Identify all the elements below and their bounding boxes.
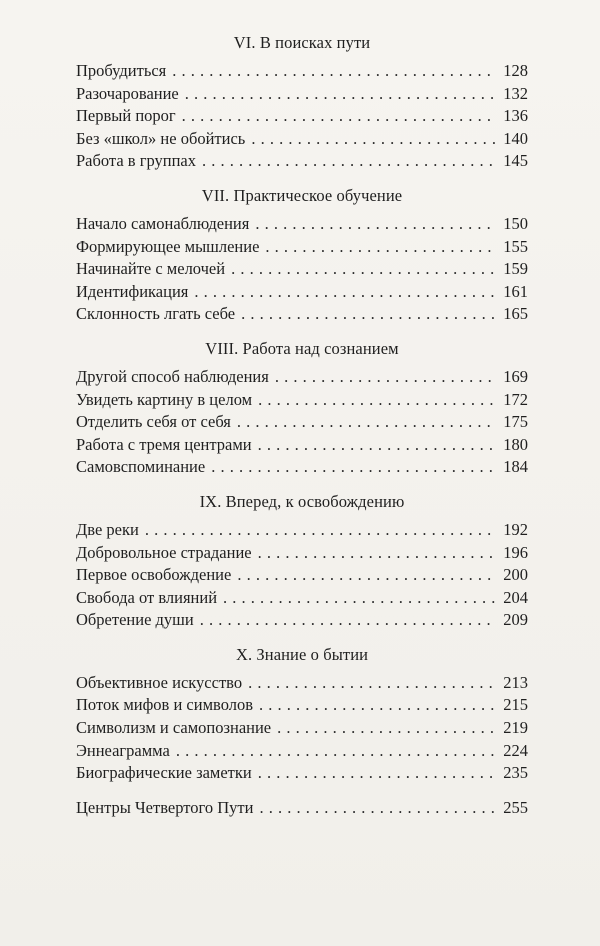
toc-entry <box>76 717 528 740</box>
section-title: VIII. Работа над сознанием <box>205 338 399 358</box>
leader-dots <box>258 542 496 565</box>
leader-dots <box>182 105 496 128</box>
toc-entry <box>76 672 528 695</box>
leader-dots <box>275 366 496 389</box>
section-title: IX. Вперед, к освобождению <box>199 491 405 511</box>
entry-label: Добровольное страдание <box>76 542 252 562</box>
toc-entry <box>76 609 528 632</box>
toc-entry <box>76 303 528 326</box>
entry-page-number: 140 <box>503 128 528 148</box>
entry-label: Первое освобождение <box>76 565 232 585</box>
leader-dots <box>248 672 496 695</box>
entry-page-number: 180 <box>503 434 528 454</box>
entry-label: Обретение души <box>76 610 194 630</box>
entry-label: Поток мифов и символов <box>76 695 253 715</box>
entry-label: Самовспоминание <box>76 457 206 477</box>
toc-entry <box>76 694 528 717</box>
leader-dots <box>258 434 496 457</box>
entry-page-number: 219 <box>503 718 528 738</box>
toc-entry <box>76 150 528 173</box>
leader-dots <box>241 303 496 326</box>
entry-page-number: 128 <box>503 61 528 80</box>
leader-dots <box>172 60 496 83</box>
toc-section-x <box>76 644 528 785</box>
entry-page-number: 204 <box>503 587 528 607</box>
entry-label: Две реки <box>76 519 139 539</box>
entry-page-number: 215 <box>503 695 528 715</box>
toc-entry <box>76 456 528 479</box>
leader-dots <box>258 762 496 785</box>
leader-dots <box>237 564 496 587</box>
entry-page-number: 132 <box>503 83 528 103</box>
entry-page-number: 136 <box>503 106 528 126</box>
toc-entry <box>76 281 528 304</box>
entry-label: Другой способ наблюдения <box>76 366 269 386</box>
entry-label: Отделить себя от себя <box>76 412 231 432</box>
toc-section-viii <box>76 338 528 479</box>
toc-entry <box>76 587 528 610</box>
entry-page-number: 192 <box>503 519 528 539</box>
entry-page-number: 159 <box>503 259 528 279</box>
section-title: VI. В поисках пути <box>233 33 371 52</box>
entry-page-number: 196 <box>503 542 528 562</box>
toc-entry <box>76 389 528 412</box>
toc-entry <box>76 762 528 785</box>
entry-page-number: 150 <box>503 213 528 233</box>
entry-page-number: 235 <box>503 763 528 783</box>
table-of-contents <box>76 32 528 819</box>
entry-page-number: 224 <box>503 740 528 760</box>
toc-entry <box>76 83 528 106</box>
toc-section-vii <box>76 185 528 326</box>
entry-label: Начинайте с мелочей <box>76 259 226 279</box>
leader-dots <box>255 213 496 236</box>
entry-label: Формирующее мышление <box>76 236 260 256</box>
entry-label: Центры Четвертого Пути <box>76 797 254 817</box>
toc-entry <box>76 564 528 587</box>
leader-dots <box>277 717 496 740</box>
entry-label: Первый порог <box>76 106 176 126</box>
leader-dots <box>145 519 496 542</box>
entry-page-number: 165 <box>503 304 528 324</box>
entry-page-number: 155 <box>503 236 528 256</box>
leader-dots <box>259 694 496 717</box>
leader-dots <box>211 456 496 479</box>
leader-dots <box>202 150 496 173</box>
toc-entry <box>76 213 528 236</box>
entry-label: Склонность лгать себе <box>76 304 236 324</box>
toc-entry <box>76 258 528 281</box>
toc-entry <box>76 366 528 389</box>
entry-label: Работа с тремя центрами <box>76 434 252 454</box>
toc-entry <box>76 60 528 83</box>
leader-dots <box>265 236 496 259</box>
leader-dots <box>237 411 496 434</box>
entry-label: Работа в группах <box>76 151 196 171</box>
toc-section-vi <box>76 32 528 173</box>
section-title: VII. Практическое обучение <box>201 185 403 205</box>
entry-page-number: 200 <box>503 565 528 585</box>
leader-dots <box>258 389 496 412</box>
leader-dots <box>185 83 496 106</box>
toc-entry <box>76 105 528 128</box>
toc-entry <box>76 411 528 434</box>
toc-entry <box>76 740 528 763</box>
entry-page-number: 172 <box>503 389 528 409</box>
entry-page-number: 209 <box>503 610 528 630</box>
leader-dots <box>194 281 496 304</box>
entry-page-number: 175 <box>503 412 528 432</box>
toc-entry <box>76 236 528 259</box>
entry-page-number: 184 <box>503 457 528 477</box>
entry-label: Идентификация <box>76 281 189 301</box>
entry-label: Увидеть картину в целом <box>76 389 253 409</box>
leader-dots <box>176 740 496 763</box>
entry-label: Биографические заметки <box>76 763 252 783</box>
entry-page-number: 161 <box>503 281 528 301</box>
entry-page-number: 255 <box>503 797 528 817</box>
entry-label: Без «школ» не обойтись <box>76 128 246 148</box>
entry-label: Объективное искусство <box>76 672 243 692</box>
entry-label: Начало самонаблюдения <box>76 213 250 233</box>
leader-dots <box>259 797 496 820</box>
entry-label: Эннеаграмма <box>76 740 170 760</box>
entry-label: Символизм и самопознание <box>76 718 272 738</box>
toc-entry <box>76 434 528 457</box>
toc-entry <box>76 542 528 565</box>
toc-entry <box>76 128 528 151</box>
entry-label: Пробудиться <box>76 61 167 80</box>
entry-page-number: 145 <box>503 151 528 171</box>
entry-label: Свобода от влияний <box>76 587 218 607</box>
entry-label: Разочарование <box>76 83 179 103</box>
leader-dots <box>200 609 496 632</box>
leader-dots <box>223 587 496 610</box>
leader-dots <box>231 258 496 281</box>
toc-entry <box>76 519 528 542</box>
leader-dots <box>251 128 496 151</box>
toc-entry-appendix <box>76 797 528 820</box>
entry-page-number: 213 <box>503 672 528 692</box>
entry-page-number: 169 <box>503 366 528 386</box>
toc-section-ix <box>76 491 528 632</box>
section-title: X. Знание о бытии <box>235 644 369 664</box>
